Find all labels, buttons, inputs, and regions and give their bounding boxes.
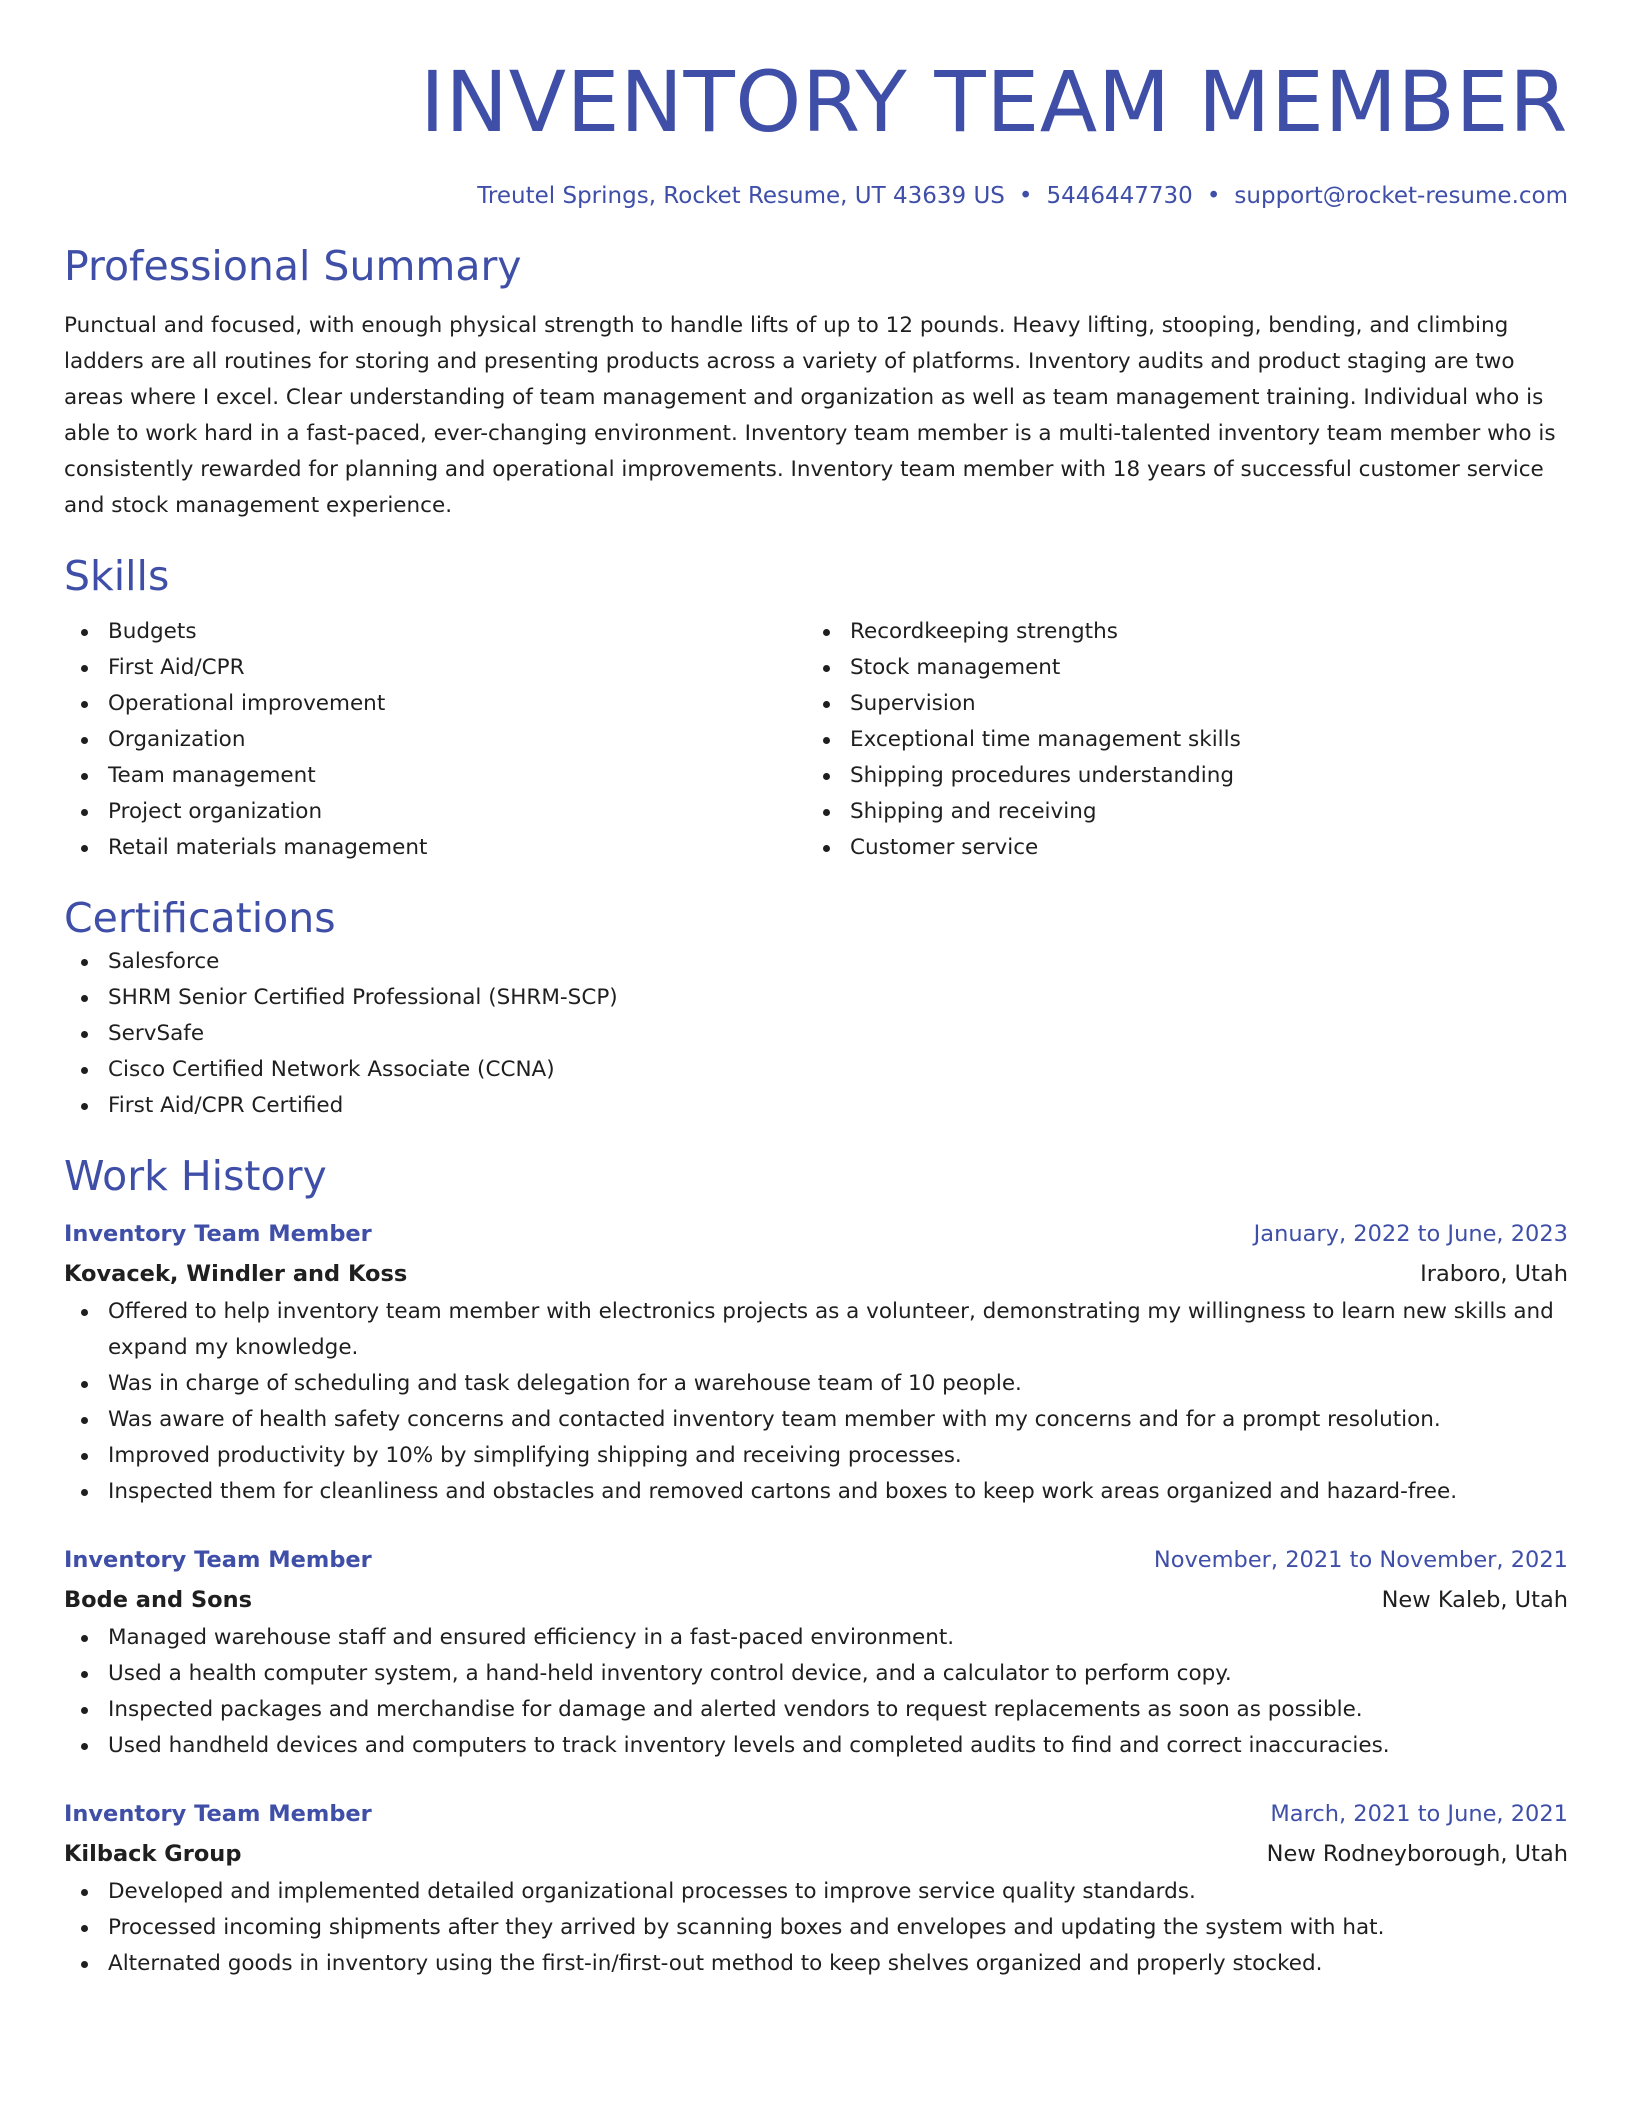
- skill-item: Shipping and receiving: [850, 794, 1548, 830]
- candidate-title: INVENTORY TEAM MEMBER: [419, 53, 1568, 151]
- job-dates: January, 2022 to June, 2023: [1253, 1221, 1568, 1247]
- certification-item: First Aid/CPR Certified: [108, 1088, 1568, 1124]
- skill-item: Customer service: [850, 830, 1548, 866]
- job-role: Inventory Team Member: [64, 1547, 372, 1573]
- work-history-heading: Work History: [64, 1152, 327, 1200]
- job-duty-item: Inspected packages and merchandise for damage and alerted vendors to request replacements as soon as possible.: [108, 1692, 1568, 1728]
- job-header-row: [64, 1794, 1568, 1834]
- job-duty-item: Inspected them for cleanliness and obstacles and removed cartons and boxes to keep work areas organized and hazard-free.: [108, 1474, 1568, 1510]
- contact-separator: •: [1206, 183, 1221, 209]
- job-role: Inventory Team Member: [64, 1801, 372, 1827]
- job-duty-item: Offered to help inventory team member with electronics projects as a volunteer, demonstrating my willingness to learn new skills and expand my knowledge.: [108, 1294, 1568, 1366]
- skills-list-left: [64, 614, 806, 866]
- skill-item: Stock management: [850, 650, 1548, 686]
- job-dates: November, 2021 to November, 2021: [1153, 1547, 1568, 1573]
- skill-item: Organization: [108, 722, 806, 758]
- skill-item: Supervision: [850, 686, 1548, 722]
- job-duty-item: Was in charge of scheduling and task delegation for a warehouse team of 10 people.: [108, 1366, 1568, 1402]
- skills-heading: Skills: [64, 552, 170, 600]
- contact-phone: 5446447730: [1046, 183, 1193, 209]
- job-role: Inventory Team Member: [64, 1221, 372, 1247]
- job-dates: March, 2021 to June, 2021: [1270, 1801, 1568, 1827]
- job-company: Kilback Group: [64, 1841, 242, 1867]
- certification-item: Cisco Certified Network Associate (CCNA): [108, 1052, 1568, 1088]
- job-duty-item: Used a health computer system, a hand-held inventory control device, and a calculator to perform copy.: [108, 1656, 1568, 1692]
- skill-item: Budgets: [108, 614, 806, 650]
- skill-item: First Aid/CPR: [108, 650, 806, 686]
- skill-item: Retail materials management: [108, 830, 806, 866]
- job-entry: [64, 1214, 1568, 1510]
- job-location: New Rodneyborough, Utah: [1266, 1841, 1568, 1867]
- contact-email: support@rocket-resume.com: [1234, 183, 1568, 209]
- certification-item: SHRM Senior Certified Professional (SHRM-SCP): [108, 980, 1568, 1016]
- job-company-row: [64, 1580, 1568, 1620]
- skills-column-left: [64, 614, 806, 866]
- summary-text: Punctual and focused, with enough physical strength to handle lifts of up to 12 pounds. Heavy lifting, stooping, bending, and climbing ladders are all routines for storing and presenting products across a variety of platforms. Inventory audits and product staging are two areas where I excel. Clear understanding of team management and organization as well as team management training. Individual who is able to work hard in a fast-paced, ever-changing environment. Inventory team member is a multi-talented inventory team member who is consistently rewarded for planning and operational improvements. Inventory team member with 18 years of successful customer service and stock management experience.: [64, 313, 1556, 518]
- skills-grid: [64, 614, 1568, 866]
- job-header-row: [64, 1540, 1568, 1580]
- summary-heading: Professional Summary: [64, 242, 522, 290]
- job-duty-item: Used handheld devices and computers to track inventory levels and completed audits to find and correct inaccuracies.: [108, 1728, 1568, 1764]
- job-duty-item: Managed warehouse staff and ensured efficiency in a fast-paced environment.: [108, 1620, 1568, 1656]
- resume-header: [64, 52, 1568, 212]
- skill-item: Exceptional time management skills: [850, 722, 1548, 758]
- job-entry: [64, 1540, 1568, 1764]
- contact-line: [64, 180, 1568, 212]
- job-duty-item: Improved productivity by 10% by simplifying shipping and receiving processes.: [108, 1438, 1568, 1474]
- job-duty-item: Developed and implemented detailed organizational processes to improve service quality standards.: [108, 1874, 1568, 1910]
- contact-separator: •: [1018, 183, 1033, 209]
- job-duty-item: Processed incoming shipments after they arrived by scanning boxes and envelopes and updating the system with hat.: [108, 1910, 1568, 1946]
- skill-item: Operational improvement: [108, 686, 806, 722]
- job-duties-list: [64, 1620, 1568, 1764]
- job-company: Bode and Sons: [64, 1587, 253, 1613]
- job-entry: [64, 1794, 1568, 1982]
- job-location: New Kaleb, Utah: [1381, 1587, 1568, 1613]
- job-location: Iraboro, Utah: [1420, 1261, 1568, 1287]
- job-company: Kovacek, Windler and Koss: [64, 1261, 408, 1287]
- job-company-row: [64, 1834, 1568, 1874]
- summary-section: [64, 240, 1568, 524]
- work-history-section: [64, 1150, 1568, 1982]
- contact-address: Treutel Springs, Rocket Resume, UT 43639 US: [477, 183, 1005, 209]
- job-company-row: [64, 1254, 1568, 1294]
- job-duty-item: Was aware of health safety concerns and contacted inventory team member with my concerns and for a prompt resolution.: [108, 1402, 1568, 1438]
- skill-item: Recordkeeping strengths: [850, 614, 1548, 650]
- certifications-heading: Certifications: [64, 894, 336, 942]
- certifications-section: [64, 892, 1568, 1124]
- job-duties-list: [64, 1874, 1568, 1982]
- certification-item: ServSafe: [108, 1016, 1568, 1052]
- skill-item: Team management: [108, 758, 806, 794]
- skill-item: Shipping procedures understanding: [850, 758, 1548, 794]
- certification-item: Salesforce: [108, 944, 1568, 980]
- certifications-list: [64, 944, 1568, 1124]
- skill-item: Project organization: [108, 794, 806, 830]
- skills-column-right: [806, 614, 1548, 866]
- job-header-row: [64, 1214, 1568, 1254]
- job-duty-item: Alternated goods in inventory using the first-in/first-out method to keep shelves organized and properly stocked.: [108, 1946, 1568, 1982]
- skills-section: [64, 550, 1568, 866]
- job-duties-list: [64, 1294, 1568, 1510]
- skills-list-right: [806, 614, 1548, 866]
